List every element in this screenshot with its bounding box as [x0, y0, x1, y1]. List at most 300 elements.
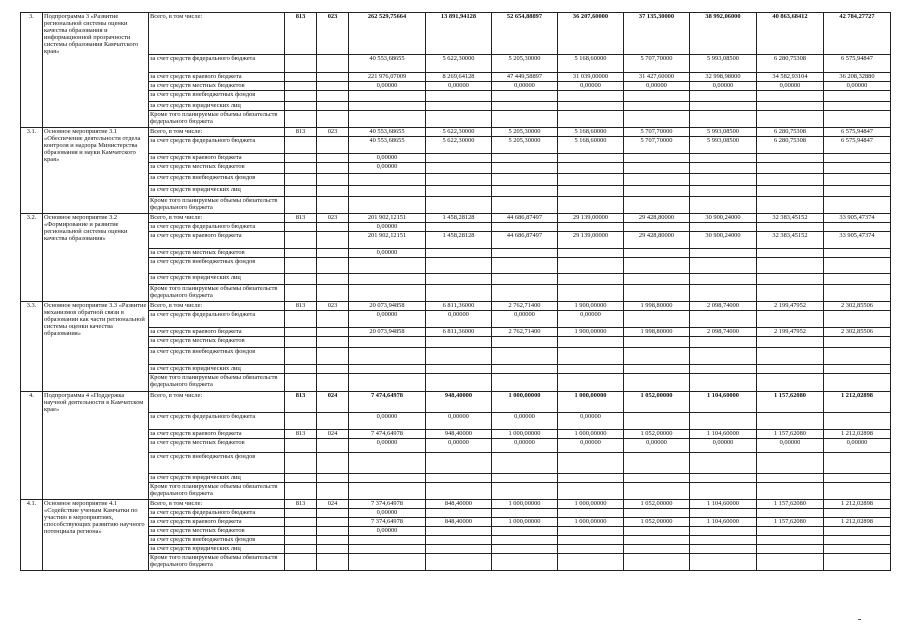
- program-name: Основное мероприятие 3.1 «Обеспечение деятельности отдела контроля и надзора Министерства образования и науки Камчатского края»: [43, 128, 149, 214]
- value-year: 29 139,00000: [558, 232, 624, 249]
- value-year: [624, 337, 690, 348]
- section-code: [317, 186, 349, 197]
- value-year: [426, 474, 492, 483]
- section-code: [317, 111, 349, 128]
- value-year: 52 654,88897: [492, 13, 558, 55]
- value-year: [824, 102, 891, 111]
- value-year: 1 000,00000: [492, 392, 558, 413]
- value-year: [492, 365, 558, 374]
- value-year: [624, 154, 690, 163]
- value-year: [690, 223, 757, 232]
- value-year: 5 993,08500: [690, 137, 757, 154]
- value-year: [624, 258, 690, 274]
- value-year: [492, 91, 558, 102]
- funding-source: Кроме того планируемые объемы обязательств федерального бюджета: [149, 285, 285, 302]
- table-row: [21, 536, 891, 545]
- section-code: [317, 337, 349, 348]
- funding-source: за счет средств юридических лиц: [149, 186, 285, 197]
- grbs-code: [285, 474, 317, 483]
- value-year: [492, 186, 558, 197]
- grbs-code: [285, 73, 317, 82]
- value-year: [824, 509, 891, 518]
- value-year: 1 212,02898: [824, 500, 891, 509]
- value-year: [757, 174, 824, 186]
- value-year: [757, 197, 824, 214]
- value-year: 1 000,00000: [558, 500, 624, 509]
- value-year: [757, 249, 824, 258]
- value-year: [624, 527, 690, 536]
- row-number: 3.2.: [21, 214, 43, 302]
- value-year: [690, 374, 757, 392]
- value-year: 0,00000: [558, 413, 624, 430]
- value-total: [349, 174, 426, 186]
- value-year: 2 762,71400: [492, 302, 558, 311]
- value-year: [824, 413, 891, 430]
- grbs-code: [285, 223, 317, 232]
- value-year: [757, 163, 824, 174]
- value-year: 0,00000: [824, 82, 891, 91]
- grbs-code: [285, 197, 317, 214]
- grbs-code: [285, 518, 317, 527]
- value-year: [690, 348, 757, 365]
- value-year: 2 098,74000: [690, 328, 757, 337]
- value-year: 38 992,06000: [690, 13, 757, 55]
- value-year: [426, 554, 492, 571]
- value-year: 1 157,62080: [757, 392, 824, 413]
- value-year: 1 052,00000: [624, 518, 690, 527]
- value-year: [690, 311, 757, 328]
- value-year: 0,00000: [824, 439, 891, 453]
- value-year: [824, 174, 891, 186]
- funding-source: за счет средств местных бюджетов: [149, 163, 285, 174]
- value-year: [426, 154, 492, 163]
- value-year: [558, 186, 624, 197]
- table-row: [21, 518, 891, 527]
- section-code: [317, 311, 349, 328]
- value-total: 40 553,68655: [349, 128, 426, 137]
- funding-source: Всего, в том числе:: [149, 302, 285, 311]
- funding-source: за счет средств юридических лиц: [149, 102, 285, 111]
- funding-source: за счет средств федерального бюджета: [149, 311, 285, 328]
- value-year: [426, 197, 492, 214]
- grbs-code: [285, 439, 317, 453]
- value-year: 36 207,60000: [558, 13, 624, 55]
- value-year: [426, 365, 492, 374]
- value-total: [349, 545, 426, 554]
- row-number: 4.: [21, 392, 43, 500]
- value-total: 40 553,68655: [349, 137, 426, 154]
- value-year: [624, 223, 690, 232]
- value-year: 6 811,36000: [426, 328, 492, 337]
- value-year: 32 998,98000: [690, 73, 757, 82]
- table-row: [21, 365, 891, 374]
- table-row: [21, 509, 891, 518]
- value-year: [558, 91, 624, 102]
- value-year: 44 686,87497: [492, 232, 558, 249]
- value-year: 2 199,47952: [757, 328, 824, 337]
- value-year: 0,00000: [492, 439, 558, 453]
- value-year: [757, 365, 824, 374]
- grbs-code: [285, 453, 317, 474]
- value-year: [824, 453, 891, 474]
- value-year: [492, 348, 558, 365]
- table-row: [21, 392, 891, 413]
- section-code: [317, 249, 349, 258]
- value-total: [349, 91, 426, 102]
- section-code: [317, 374, 349, 392]
- value-year: [690, 337, 757, 348]
- section-code: [317, 474, 349, 483]
- value-year: [824, 474, 891, 483]
- value-year: 1 052,00000: [624, 500, 690, 509]
- section-code: [317, 102, 349, 111]
- value-year: 0,00000: [558, 82, 624, 91]
- value-total: [349, 474, 426, 483]
- section-code: [317, 554, 349, 571]
- value-year: [757, 337, 824, 348]
- value-year: [426, 249, 492, 258]
- row-number: 3.: [21, 13, 43, 128]
- funding-source: Кроме того планируемые объемы обязательств федерального бюджета: [149, 111, 285, 128]
- value-year: [757, 111, 824, 128]
- section-code: 023: [317, 214, 349, 223]
- value-year: [558, 102, 624, 111]
- funding-source: за счет средств юридических лиц: [149, 274, 285, 285]
- value-year: [757, 483, 824, 500]
- value-year: [824, 163, 891, 174]
- value-year: [757, 474, 824, 483]
- value-year: 948,40000: [426, 392, 492, 413]
- funding-source: за счет средств местных бюджетов: [149, 82, 285, 91]
- value-year: 1 104,60000: [690, 518, 757, 527]
- value-year: 2 199,47952: [757, 302, 824, 311]
- value-year: [824, 311, 891, 328]
- value-year: 1 157,62080: [757, 430, 824, 439]
- value-year: [690, 102, 757, 111]
- grbs-code: 813: [285, 13, 317, 55]
- grbs-code: [285, 554, 317, 571]
- grbs-code: [285, 545, 317, 554]
- row-number: 3.1.: [21, 128, 43, 214]
- funding-source: Всего, в том числе:: [149, 500, 285, 509]
- value-year: [757, 311, 824, 328]
- value-year: [824, 197, 891, 214]
- table-row: [21, 545, 891, 554]
- value-total: [349, 274, 426, 285]
- value-year: [690, 163, 757, 174]
- value-year: 0,00000: [492, 311, 558, 328]
- value-year: [426, 374, 492, 392]
- value-year: [426, 348, 492, 365]
- value-year: [824, 365, 891, 374]
- grbs-code: [285, 527, 317, 536]
- value-year: [690, 186, 757, 197]
- table-row: [21, 500, 891, 509]
- value-total: [349, 102, 426, 111]
- value-year: [624, 174, 690, 186]
- value-year: [757, 527, 824, 536]
- funding-source: за счет средств краевого бюджета: [149, 154, 285, 163]
- value-year: 47 449,58897: [492, 73, 558, 82]
- value-total: 201 902,12151: [349, 232, 426, 249]
- value-year: [558, 197, 624, 214]
- value-year: [492, 274, 558, 285]
- table-row: [21, 137, 891, 154]
- value-year: [624, 483, 690, 500]
- funding-source: за счет средств федерального бюджета: [149, 413, 285, 430]
- value-year: [492, 249, 558, 258]
- grbs-code: 813: [285, 128, 317, 137]
- value-year: [624, 365, 690, 374]
- value-year: 0,00000: [426, 439, 492, 453]
- table-row: [21, 285, 891, 302]
- value-year: 5 205,30000: [492, 55, 558, 73]
- value-year: [824, 154, 891, 163]
- value-year: [624, 285, 690, 302]
- table-row: [21, 55, 891, 73]
- value-year: 36 208,32880: [824, 73, 891, 82]
- value-year: [492, 474, 558, 483]
- grbs-code: [285, 374, 317, 392]
- value-year: [624, 509, 690, 518]
- section-code: [317, 197, 349, 214]
- table-row: [21, 186, 891, 197]
- section-code: [317, 365, 349, 374]
- grbs-code: [285, 249, 317, 258]
- grbs-code: [285, 274, 317, 285]
- value-total: [349, 365, 426, 374]
- value-year: [757, 91, 824, 102]
- value-year: [824, 554, 891, 571]
- value-year: [558, 258, 624, 274]
- value-year: 0,00000: [624, 439, 690, 453]
- table-row: [21, 374, 891, 392]
- table-row: [21, 439, 891, 453]
- value-total: 20 073,94858: [349, 302, 426, 311]
- value-year: 33 905,47374: [824, 232, 891, 249]
- grbs-code: 813: [285, 392, 317, 413]
- grbs-code: [285, 232, 317, 249]
- funding-source: за счет средств местных бюджетов: [149, 249, 285, 258]
- value-year: 0,00000: [492, 413, 558, 430]
- table-row: [21, 197, 891, 214]
- funding-source: за счет средств юридических лиц: [149, 545, 285, 554]
- table-row: [21, 13, 891, 55]
- value-year: [558, 453, 624, 474]
- funding-source: за счет средств юридических лиц: [149, 365, 285, 374]
- value-year: 5 707,70000: [624, 128, 690, 137]
- value-year: [624, 453, 690, 474]
- value-total: 40 553,68655: [349, 55, 426, 73]
- value-year: 1 212,02898: [824, 430, 891, 439]
- grbs-code: [285, 137, 317, 154]
- value-year: [824, 249, 891, 258]
- funding-source: за счет средств федерального бюджета: [149, 55, 285, 73]
- program-name: Подпрограмма 4 «Поддержка научной деятельности в Камчатском крае»: [43, 392, 149, 500]
- grbs-code: [285, 536, 317, 545]
- funding-source: за счет средств внебюджетных фондов: [149, 91, 285, 102]
- funding-source: Кроме того планируемые объемы обязательств федерального бюджета: [149, 374, 285, 392]
- value-year: [824, 374, 891, 392]
- value-total: 20 073,94858: [349, 328, 426, 337]
- value-year: [558, 509, 624, 518]
- value-year: 31 039,00000: [558, 73, 624, 82]
- funding-source: за счет средств местных бюджетов: [149, 337, 285, 348]
- value-year: 1 458,28128: [426, 214, 492, 223]
- program-name: Основное мероприятие 3.2 «Формирование и развитие региональной системы оценки качества образования»: [43, 214, 149, 302]
- row-number: 3.3.: [21, 302, 43, 392]
- value-year: [690, 474, 757, 483]
- grbs-code: [285, 337, 317, 348]
- value-year: [558, 154, 624, 163]
- funding-source: за счет средств краевого бюджета: [149, 328, 285, 337]
- value-year: [824, 258, 891, 274]
- value-year: 0,00000: [558, 311, 624, 328]
- value-year: 0,00000: [426, 413, 492, 430]
- funding-source: Кроме того планируемые объемы обязательств федерального бюджета: [149, 483, 285, 500]
- value-total: [349, 483, 426, 500]
- value-total: [349, 197, 426, 214]
- value-year: 1 157,62080: [757, 518, 824, 527]
- funding-source: Всего, в том числе:: [149, 128, 285, 137]
- value-year: [690, 536, 757, 545]
- value-year: [558, 274, 624, 285]
- value-year: 5 622,30000: [426, 55, 492, 73]
- section-code: 024: [317, 500, 349, 509]
- value-year: 5 168,60000: [558, 137, 624, 154]
- table-row: [21, 214, 891, 223]
- value-year: 948,40000: [426, 430, 492, 439]
- section-code: [317, 536, 349, 545]
- table-row: [21, 328, 891, 337]
- value-year: [426, 111, 492, 128]
- section-code: [317, 223, 349, 232]
- value-total: 7 474,64978: [349, 430, 426, 439]
- section-code: [317, 545, 349, 554]
- value-year: [558, 545, 624, 554]
- value-year: [824, 111, 891, 128]
- value-year: 13 891,94128: [426, 13, 492, 55]
- value-year: [558, 249, 624, 258]
- value-year: [426, 337, 492, 348]
- value-year: [558, 536, 624, 545]
- value-year: [492, 536, 558, 545]
- value-year: 1 998,80000: [624, 302, 690, 311]
- table-row: [21, 348, 891, 365]
- value-year: [690, 249, 757, 258]
- value-year: [624, 545, 690, 554]
- value-year: [558, 374, 624, 392]
- funding-source: за счет средств внебюджетных фондов: [149, 174, 285, 186]
- value-year: 2 302,85506: [824, 302, 891, 311]
- value-year: 1 000,00000: [558, 392, 624, 413]
- value-year: [824, 527, 891, 536]
- grbs-code: [285, 111, 317, 128]
- section-code: [317, 258, 349, 274]
- value-year: [558, 285, 624, 302]
- value-year: 2 302,85506: [824, 328, 891, 337]
- section-code: [317, 232, 349, 249]
- value-year: 8 269,64128: [426, 73, 492, 82]
- table-row: [21, 91, 891, 102]
- value-year: [824, 223, 891, 232]
- section-code: 024: [317, 430, 349, 439]
- value-year: [624, 163, 690, 174]
- value-year: [757, 545, 824, 554]
- grbs-code: [285, 186, 317, 197]
- funding-source: за счет средств внебюджетных фондов: [149, 536, 285, 545]
- grbs-code: [285, 348, 317, 365]
- value-year: [757, 102, 824, 111]
- value-year: [426, 536, 492, 545]
- value-total: 7 374,64978: [349, 500, 426, 509]
- row-number: 4.1.: [21, 500, 43, 571]
- section-code: [317, 91, 349, 102]
- funding-source: Кроме того планируемые объемы обязательств федерального бюджета: [149, 197, 285, 214]
- value-year: [492, 337, 558, 348]
- value-total: 0,00000: [349, 527, 426, 536]
- table-row: [21, 430, 891, 439]
- value-year: [690, 527, 757, 536]
- table-row: [21, 413, 891, 430]
- value-year: [624, 111, 690, 128]
- value-year: [624, 474, 690, 483]
- program-name: Подпрограмма 3 «Развитие региональной системы оценки качества образования и информационной прозрачности системы образования Камчатского края»: [43, 13, 149, 128]
- value-year: [757, 413, 824, 430]
- funding-source: за счет средств федерального бюджета: [149, 223, 285, 232]
- value-year: 6 280,75308: [757, 55, 824, 73]
- section-code: [317, 55, 349, 73]
- value-year: 0,00000: [757, 82, 824, 91]
- value-year: [558, 174, 624, 186]
- value-year: 0,00000: [492, 82, 558, 91]
- value-total: [349, 285, 426, 302]
- value-total: 0,00000: [349, 249, 426, 258]
- value-year: 42 784,27727: [824, 13, 891, 55]
- value-year: 5 205,30000: [492, 128, 558, 137]
- value-year: 1 000,00000: [492, 518, 558, 527]
- table-row: [21, 82, 891, 91]
- value-year: 29 139,00000: [558, 214, 624, 223]
- table-row: [21, 554, 891, 571]
- section-code: [317, 328, 349, 337]
- value-total: 201 902,12151: [349, 214, 426, 223]
- funding-source: за счет средств местных бюджетов: [149, 439, 285, 453]
- value-year: 1 000,00000: [492, 430, 558, 439]
- value-year: [624, 374, 690, 392]
- grbs-code: [285, 154, 317, 163]
- funding-source: Всего, в том числе:: [149, 214, 285, 223]
- value-total: 0,00000: [349, 163, 426, 174]
- value-year: 2 762,71400: [492, 328, 558, 337]
- funding-source: за счет средств краевого бюджета: [149, 73, 285, 82]
- value-year: [426, 223, 492, 232]
- section-code: [317, 518, 349, 527]
- value-year: [757, 536, 824, 545]
- value-total: 7 374,64978: [349, 518, 426, 527]
- value-year: 1 900,00000: [558, 302, 624, 311]
- table-row: [21, 527, 891, 536]
- table-row: [21, 111, 891, 128]
- value-year: 5 168,60000: [558, 55, 624, 73]
- value-year: 5 622,30000: [426, 137, 492, 154]
- value-year: [558, 554, 624, 571]
- value-year: [426, 285, 492, 302]
- value-year: [492, 554, 558, 571]
- value-year: [426, 258, 492, 274]
- value-year: 0,00000: [690, 82, 757, 91]
- value-year: [690, 258, 757, 274]
